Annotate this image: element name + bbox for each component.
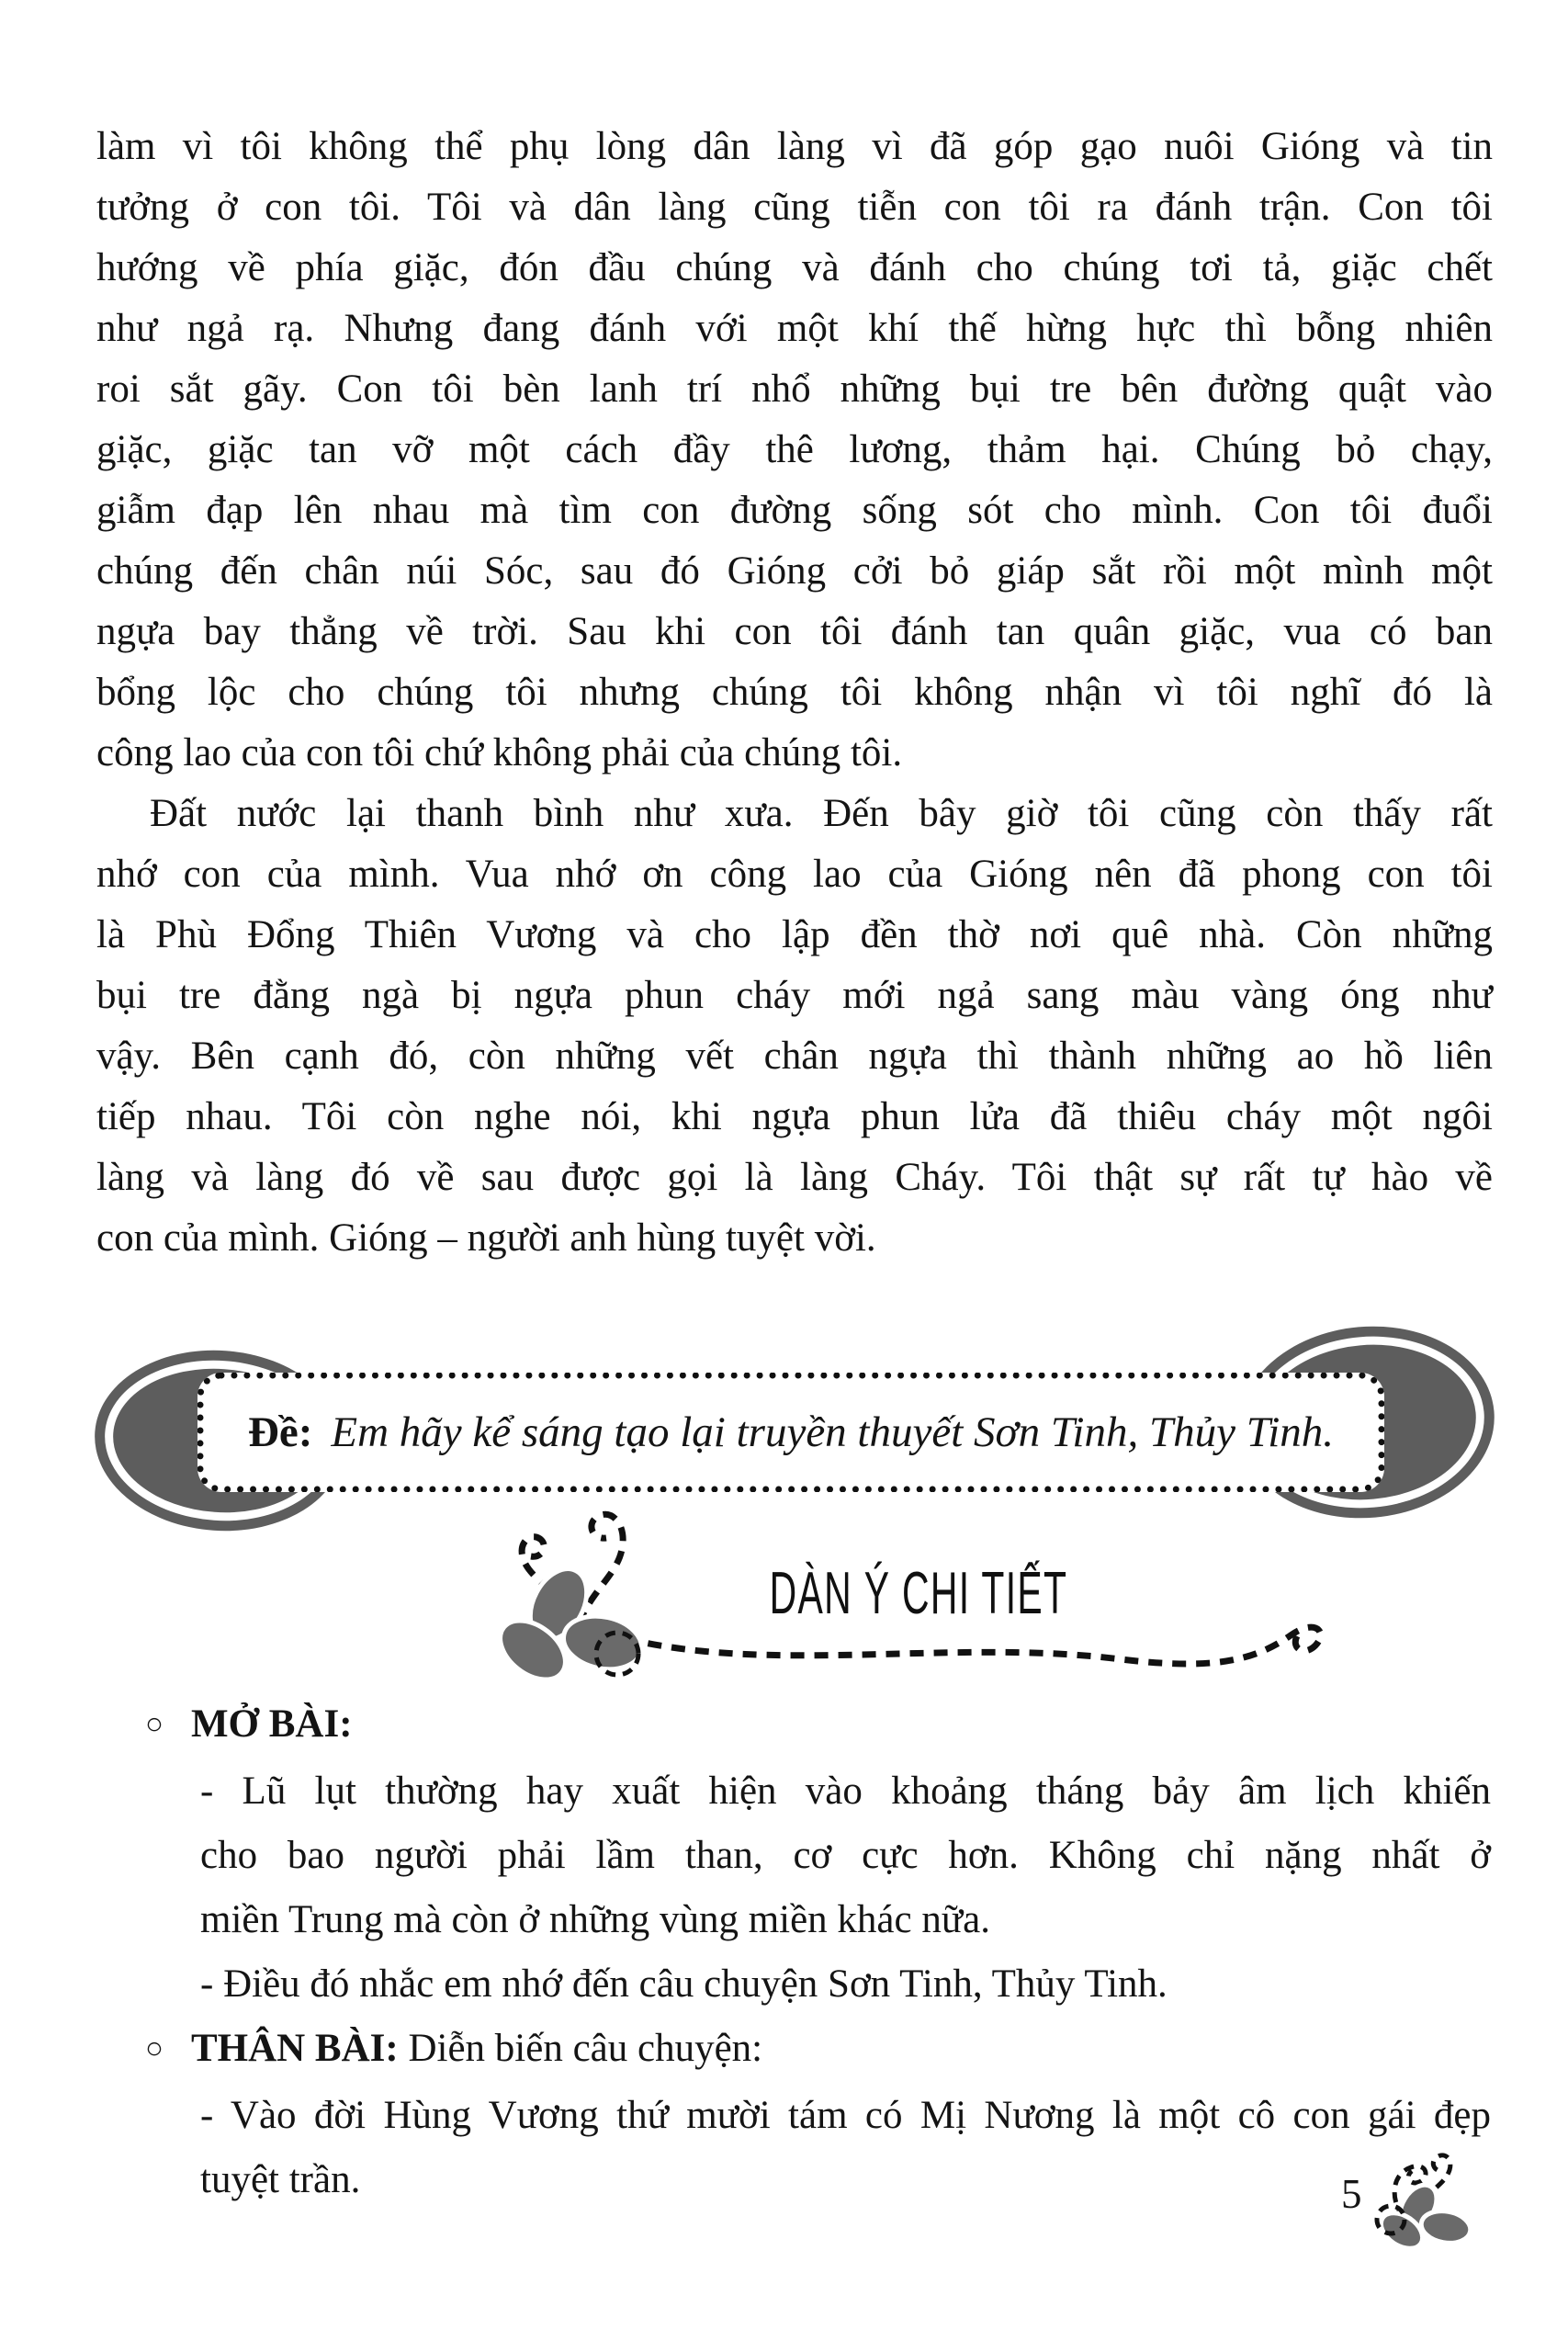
story-line: làm vì tôi không thể phụ lòng dân làng vì đã góp gạo nuôi Gióng và tin [96, 125, 1493, 168]
story-paragraph-1 [96, 117, 1493, 784]
story-line: giẫm đạp lên nhau mà tìm con đường sống sót cho mình. Con tôi đuổi [96, 489, 1493, 532]
story-line: công lao của con tôi chứ không phải của chúng tôi. [96, 731, 903, 775]
story-line: tưởng ở con tôi. Tôi và dân làng cũng tiễn con tôi ra đánh trận. Con tôi [96, 186, 1493, 229]
prompt-banner-box [197, 1373, 1384, 1492]
outline-list [145, 1692, 1493, 2212]
outline-item-line: - Điều đó nhắc em nhớ đến câu chuyện Sơn Tinh, Thủy Tinh. [200, 1962, 1168, 2006]
story-line: là Phù Đổng Thiên Vương và cho lập đền thờ nơi quê nhà. Còn những [96, 913, 1493, 956]
outline-section-mo-bai [145, 1692, 1493, 1759]
story-line: vậy. Bên cạnh đó, còn những vết chân ngựa thì thành những ao hồ liên [96, 1035, 1493, 1078]
story-line: roi sắt gãy. Con tôi bèn lanh trí nhổ những bụi tre bên đường quật vào [96, 368, 1493, 411]
story-line: bụi tre đằng ngà bị ngựa phun cháy mới ngả sang màu vàng óng như [96, 974, 1493, 1017]
outline-items-than-bai [145, 2084, 1493, 2212]
story-line: hướng về phía giặc, đón đầu chúng và đánh cho chúng tơi tả, giặc chết [96, 246, 1493, 289]
outline-item-line: miền Trung mà còn ở những vùng miền khác nữa. [200, 1898, 990, 1941]
outline-title: DÀN Ý CHI TIẾT [769, 1560, 1068, 1627]
story-line: nhớ con của mình. Vua nhớ ơn công lao của Gióng nên đã phong con tôi [96, 853, 1493, 896]
outline-items-mo-bai [145, 1759, 1493, 2017]
story-line: như ngả rạ. Nhưng đang đánh với một khí thế hừng hực thì bỗng nhiên [96, 307, 1493, 350]
outline-heading-suffix: Diễn biến câu chuyện: [408, 2027, 763, 2070]
story-line: ngựa bay thẳng về trời. Sau khi con tôi đánh tan quân giặc, vua có ban [96, 610, 1493, 653]
page-flower-ornament [1361, 2143, 1499, 2257]
outline-section-than-bai [145, 2017, 1493, 2084]
prompt-label: Đề: [247, 1408, 313, 1456]
outline-item-line: - Lũ lụt thường hay xuất hiện vào khoảng tháng bảy âm lịch khiến [200, 1770, 1491, 1813]
story-text [96, 117, 1493, 1269]
story-line: bổng lộc cho chúng tôi nhưng chúng tôi không nhận vì tôi nghĩ đó là [96, 671, 1493, 714]
outline-item-line: tuyệt trần. [200, 2158, 361, 2201]
outline-item-line: cho bao người phải lầm than, cơ cực hơn. Không chỉ nặng nhất ở [200, 1834, 1491, 1877]
story-line: giặc, giặc tan vỡ một cách đầy thê lương, thảm hại. Chúng bỏ chạy, [96, 428, 1493, 471]
circle-bullet: ○ [145, 1708, 164, 1741]
story-line: làng và làng đó về sau được gọi là làng Cháy. Tôi thật sự rất tự hào về [96, 1156, 1493, 1199]
story-line: tiếp nhau. Tôi còn nghe nói, khi ngựa phun lửa đã thiêu cháy một ngôi [96, 1095, 1493, 1138]
story-line: Đất nước lại thanh bình như xưa. Đến bây giờ tôi cũng còn thấy rất [150, 792, 1493, 835]
story-line: chúng đến chân núi Sóc, sau đó Gióng cởi bỏ giáp sắt rồi một mình một [96, 549, 1493, 593]
prompt-text: Em hãy kể sáng tạo lại truyền thuyết Sơn Tinh, Thủy Tinh. [331, 1408, 1335, 1456]
page-number: 5 [1341, 2171, 1362, 2217]
outline-heading-mo-bai: MỞ BÀI: [190, 1702, 353, 1746]
story-paragraph-2 [96, 784, 1493, 1269]
outline-heading-than-bai: THÂN BÀI: [190, 2027, 399, 2070]
story-line: con của mình. Gióng – người anh hùng tuyệt vời. [96, 1216, 876, 1260]
circle-bullet: ○ [145, 2032, 164, 2065]
outline-item-line: - Vào đời Hùng Vương thứ mười tám có Mị Nương là một cô con gái đẹp [200, 2094, 1491, 2137]
